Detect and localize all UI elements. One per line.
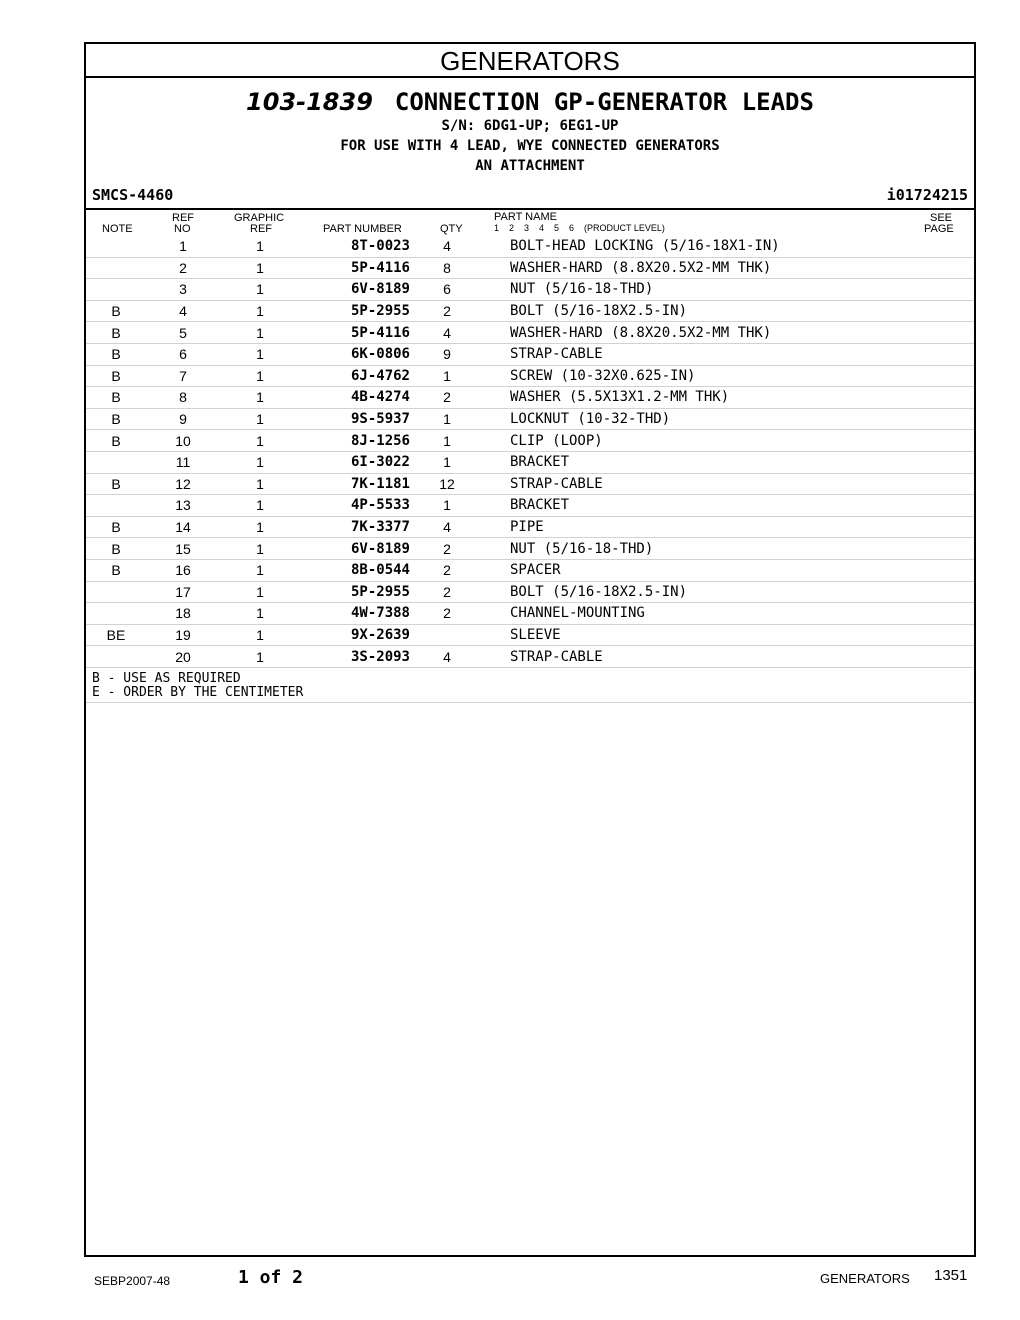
codes-row bbox=[86, 186, 974, 206]
row-graphic-ref: 1 bbox=[220, 495, 300, 517]
table-row bbox=[86, 343, 974, 365]
table-row bbox=[86, 408, 974, 430]
row-note: B bbox=[86, 473, 146, 495]
row-note: B bbox=[86, 538, 146, 560]
row-part-name: STRAP-CABLE bbox=[468, 473, 974, 495]
row-note: B bbox=[86, 365, 146, 387]
table-row bbox=[86, 300, 974, 322]
row-ref-no: 11 bbox=[146, 451, 220, 473]
page-footer bbox=[0, 1266, 1020, 1296]
table-row bbox=[86, 387, 974, 409]
row-part-number: 4B-4274 bbox=[300, 387, 426, 409]
row-qty: 1 bbox=[426, 365, 468, 387]
table-row bbox=[86, 559, 974, 581]
row-part-number: 4P-5533 bbox=[300, 495, 426, 517]
row-ref-no: 13 bbox=[146, 495, 220, 517]
row-graphic-ref: 1 bbox=[220, 387, 300, 409]
row-part-number: 7K-1181 bbox=[300, 473, 426, 495]
row-graphic-ref: 1 bbox=[220, 408, 300, 430]
page-number: 1351 bbox=[934, 1267, 968, 1284]
row-part-name: SLEEVE bbox=[468, 624, 974, 646]
row-part-number: 4W-7388 bbox=[300, 603, 426, 625]
row-qty: 1 bbox=[426, 451, 468, 473]
row-part-number: 5P-2955 bbox=[300, 300, 426, 322]
row-graphic-ref: 1 bbox=[220, 559, 300, 581]
row-ref-no: 20 bbox=[146, 646, 220, 668]
header-ref-bottom: NO bbox=[174, 223, 191, 235]
row-graphic-ref: 1 bbox=[220, 300, 300, 322]
table-row bbox=[86, 538, 974, 560]
row-graphic-ref: 1 bbox=[220, 473, 300, 495]
usage-line: FOR USE WITH 4 LEAD, WYE CONNECTED GENERATORS bbox=[340, 138, 720, 154]
note-b: B - USE AS REQUIRED bbox=[92, 670, 241, 686]
row-ref-no: 4 bbox=[146, 300, 220, 322]
row-part-number: 8J-1256 bbox=[300, 430, 426, 452]
table-row bbox=[86, 236, 974, 257]
header-qty: QTY bbox=[440, 223, 463, 235]
row-part-number: 5P-2955 bbox=[300, 581, 426, 603]
row-part-name: NUT (5/16-18-THD) bbox=[468, 538, 974, 560]
page-of: 1 of 2 bbox=[238, 1267, 304, 1288]
row-note: B bbox=[86, 430, 146, 452]
row-part-name: BOLT (5/16-18X2.5-IN) bbox=[468, 300, 974, 322]
row-note bbox=[86, 581, 146, 603]
row-qty: 4 bbox=[426, 236, 468, 257]
row-graphic-ref: 1 bbox=[220, 236, 300, 257]
row-ref-no: 14 bbox=[146, 516, 220, 538]
column-headers bbox=[86, 210, 974, 236]
row-graphic-ref: 1 bbox=[220, 581, 300, 603]
row-part-number: 8B-0544 bbox=[300, 559, 426, 581]
row-qty: 2 bbox=[426, 559, 468, 581]
row-graphic-ref: 1 bbox=[220, 451, 300, 473]
row-ref-no: 17 bbox=[146, 581, 220, 603]
row-part-number: 6V-8189 bbox=[300, 538, 426, 560]
table-row bbox=[86, 473, 974, 495]
row-note bbox=[86, 646, 146, 668]
row-part-number: 7K-3377 bbox=[300, 516, 426, 538]
row-graphic-ref: 1 bbox=[220, 624, 300, 646]
row-qty: 2 bbox=[426, 387, 468, 409]
row-graphic-ref: 1 bbox=[220, 279, 300, 301]
row-note bbox=[86, 451, 146, 473]
doc-code: SEBP2007-48 bbox=[94, 1274, 171, 1288]
header-graphic-bottom: REF bbox=[250, 223, 272, 235]
row-part-name: SCREW (10-32X0.625-IN) bbox=[468, 365, 974, 387]
row-part-number: 6I-3022 bbox=[300, 451, 426, 473]
page-frame bbox=[84, 42, 976, 1257]
header-graphic-top: GRAPHIC bbox=[234, 212, 285, 224]
table-row bbox=[86, 365, 974, 387]
row-part-name: LOCKNUT (10-32-THD) bbox=[468, 408, 974, 430]
group-title bbox=[86, 88, 974, 116]
row-part-name: WASHER-HARD (8.8X20.5X2-MM THK) bbox=[468, 257, 974, 279]
row-note bbox=[86, 495, 146, 517]
row-ref-no: 19 bbox=[146, 624, 220, 646]
row-qty: 9 bbox=[426, 343, 468, 365]
row-graphic-ref: 1 bbox=[220, 430, 300, 452]
row-qty: 1 bbox=[426, 408, 468, 430]
notes-block bbox=[86, 668, 974, 703]
row-note: B bbox=[86, 300, 146, 322]
row-graphic-ref: 1 bbox=[220, 257, 300, 279]
section-title: GENERATORS bbox=[86, 44, 974, 78]
row-qty: 1 bbox=[426, 430, 468, 452]
row-part-number: 5P-4116 bbox=[300, 322, 426, 344]
row-qty: 2 bbox=[426, 300, 468, 322]
row-ref-no: 2 bbox=[146, 257, 220, 279]
row-part-name: STRAP-CABLE bbox=[468, 646, 974, 668]
row-part-number: 8T-0023 bbox=[300, 236, 426, 257]
row-part-number: 6J-4762 bbox=[300, 365, 426, 387]
group-number: 103-1839 bbox=[246, 88, 373, 116]
row-part-number: 6V-8189 bbox=[300, 279, 426, 301]
row-graphic-ref: 1 bbox=[220, 365, 300, 387]
row-part-name: NUT (5/16-18-THD) bbox=[468, 279, 974, 301]
row-graphic-ref: 1 bbox=[220, 343, 300, 365]
row-part-name: BOLT-HEAD LOCKING (5/16-18X1-IN) bbox=[468, 236, 974, 257]
row-qty: 4 bbox=[426, 322, 468, 344]
row-note: BE bbox=[86, 624, 146, 646]
row-ref-no: 18 bbox=[146, 603, 220, 625]
row-part-number: 3S-2093 bbox=[300, 646, 426, 668]
row-qty: 12 bbox=[426, 473, 468, 495]
row-part-name: BOLT (5/16-18X2.5-IN) bbox=[468, 581, 974, 603]
row-part-name: BRACKET bbox=[468, 495, 974, 517]
row-note: B bbox=[86, 387, 146, 409]
table-row bbox=[86, 322, 974, 344]
row-note: B bbox=[86, 343, 146, 365]
image-id: i01724215 bbox=[886, 186, 968, 204]
row-ref-no: 8 bbox=[146, 387, 220, 409]
header-see-bottom: PAGE bbox=[924, 223, 954, 235]
row-part-number: 9S-5937 bbox=[300, 408, 426, 430]
row-note: B bbox=[86, 559, 146, 581]
table-row bbox=[86, 257, 974, 279]
row-qty bbox=[426, 624, 468, 646]
row-ref-no: 5 bbox=[146, 322, 220, 344]
row-note: B bbox=[86, 408, 146, 430]
header-see-top: SEE bbox=[930, 212, 953, 224]
row-note: B bbox=[86, 516, 146, 538]
row-ref-no: 16 bbox=[146, 559, 220, 581]
row-graphic-ref: 1 bbox=[220, 646, 300, 668]
row-graphic-ref: 1 bbox=[220, 322, 300, 344]
row-part-number: 9X-2639 bbox=[300, 624, 426, 646]
row-qty: 8 bbox=[426, 257, 468, 279]
row-part-name: PIPE bbox=[468, 516, 974, 538]
row-part-name: BRACKET bbox=[468, 451, 974, 473]
row-part-number: 5P-4116 bbox=[300, 257, 426, 279]
serial-line: S/N: 6DG1-UP; 6EG1-UP bbox=[441, 118, 619, 134]
row-part-number: 6K-0806 bbox=[300, 343, 426, 365]
row-part-name: STRAP-CABLE bbox=[468, 343, 974, 365]
row-part-name: WASHER (5.5X13X1.2-MM THK) bbox=[468, 387, 974, 409]
row-ref-no: 12 bbox=[146, 473, 220, 495]
table-row bbox=[86, 451, 974, 473]
header-part-number: PART NUMBER bbox=[323, 223, 402, 235]
note-e: E - ORDER BY THE CENTIMETER bbox=[92, 684, 304, 700]
type-line: AN ATTACHMENT bbox=[475, 158, 585, 174]
row-qty: 2 bbox=[426, 538, 468, 560]
row-note bbox=[86, 236, 146, 257]
table-row bbox=[86, 624, 974, 646]
table-row bbox=[86, 279, 974, 301]
parts-table bbox=[86, 236, 974, 668]
header-note: NOTE bbox=[102, 223, 133, 235]
header-ref-top: REF bbox=[172, 212, 194, 224]
row-ref-no: 6 bbox=[146, 343, 220, 365]
row-part-name: WASHER-HARD (8.8X20.5X2-MM THK) bbox=[468, 322, 974, 344]
row-qty: 2 bbox=[426, 581, 468, 603]
row-qty: 6 bbox=[426, 279, 468, 301]
table-row bbox=[86, 495, 974, 517]
row-part-name: CHANNEL-MOUNTING bbox=[468, 603, 974, 625]
table-row bbox=[86, 430, 974, 452]
footer-section: GENERATORS bbox=[820, 1271, 910, 1286]
row-ref-no: 1 bbox=[146, 236, 220, 257]
row-qty: 1 bbox=[426, 495, 468, 517]
smcs-code: SMCS-4460 bbox=[92, 186, 174, 204]
row-part-name: CLIP (LOOP) bbox=[468, 430, 974, 452]
row-note bbox=[86, 257, 146, 279]
row-qty: 4 bbox=[426, 516, 468, 538]
group-name: CONNECTION GP-GENERATOR LEADS bbox=[394, 88, 814, 116]
row-qty: 4 bbox=[426, 646, 468, 668]
row-note bbox=[86, 279, 146, 301]
row-part-name: SPACER bbox=[468, 559, 974, 581]
header-product-levels: 1 2 3 4 5 6 (PRODUCT LEVEL) bbox=[494, 223, 665, 233]
row-ref-no: 10 bbox=[146, 430, 220, 452]
row-note: B bbox=[86, 322, 146, 344]
row-ref-no: 7 bbox=[146, 365, 220, 387]
row-ref-no: 9 bbox=[146, 408, 220, 430]
table-row bbox=[86, 581, 974, 603]
table-row bbox=[86, 646, 974, 668]
row-qty: 2 bbox=[426, 603, 468, 625]
row-graphic-ref: 1 bbox=[220, 538, 300, 560]
header-part-name: PART NAME bbox=[494, 211, 557, 223]
row-graphic-ref: 1 bbox=[220, 516, 300, 538]
row-note bbox=[86, 603, 146, 625]
table-row bbox=[86, 603, 974, 625]
table-row bbox=[86, 516, 974, 538]
row-graphic-ref: 1 bbox=[220, 603, 300, 625]
row-ref-no: 3 bbox=[146, 279, 220, 301]
row-ref-no: 15 bbox=[146, 538, 220, 560]
